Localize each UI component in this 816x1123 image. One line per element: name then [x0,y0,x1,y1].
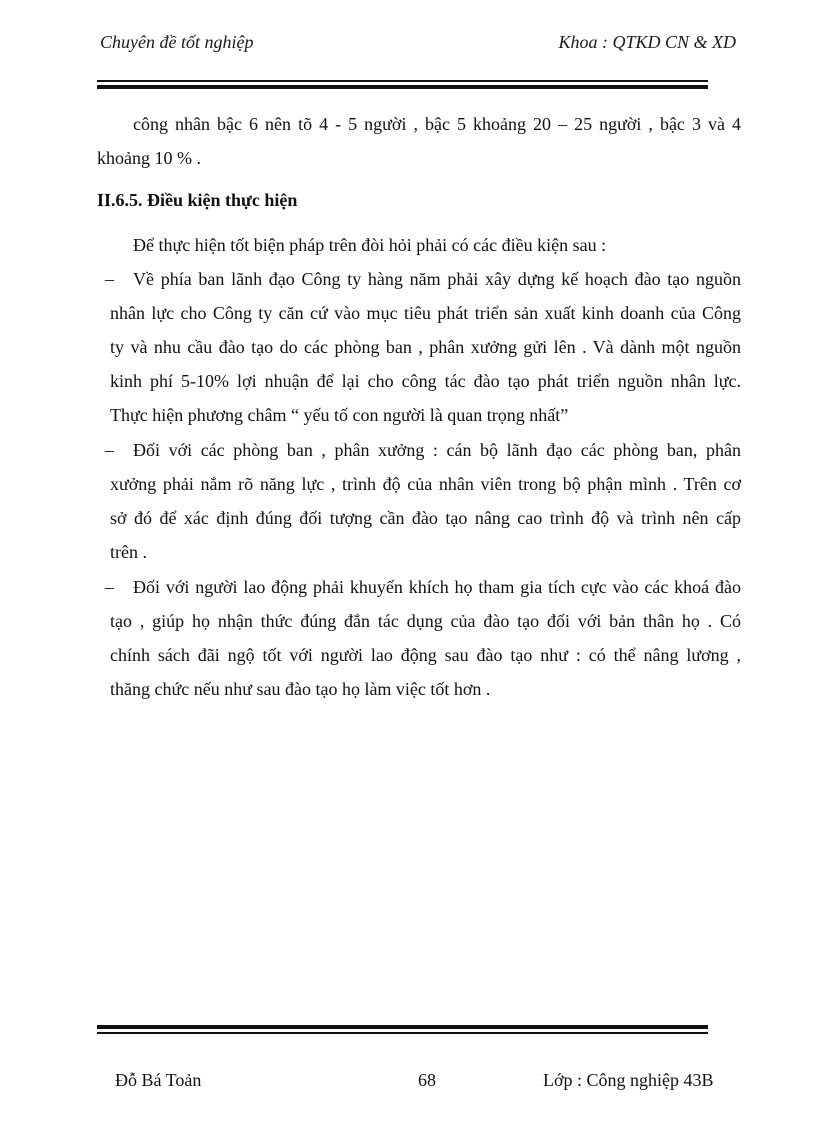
bullet-2-line-3: sở đó để xác định đúng đối tượng cần đào tạo nâng cao trình độ và trình nên cấp [110,508,741,528]
bullet-2-line-4: trên . [110,542,147,562]
header-faculty: Khoa : QTKD CN & XD [558,32,736,52]
section-lead: Để thực hiện tốt biện pháp trên đòi hỏi phải có các điều kiện sau : [133,235,607,255]
bullet-1-line-4: kinh phí 5-10% lợi nhuận để lại cho công tác đào tạo phát triển nguồn nhân lực. [110,371,741,391]
footer-rule-thin [97,1032,708,1034]
header-rule-thin [97,80,708,82]
bullet-2-line-2: xưởng phải nắm rõ năng lực , trình độ của nhân viên trong bộ phận mình . Trên cơ [110,474,741,494]
bullet-3-line-4: thăng chức nếu như sau đào tạo họ làm việc tốt hơn . [110,679,491,699]
bullet-3-dash: – [105,577,114,597]
bullet-3-line-2: tạo , giúp họ nhận thức đúng đắn tác dụng của đào tạo đối với bản thân họ . Có [110,611,741,631]
header-document-title: Chuyên đề tốt nghiệp [100,32,254,52]
footer-class: Lớp : Công nghiệp 43B [543,1070,714,1090]
bullet-1-line-2: nhân lực cho Công ty căn cứ vào mục tiêu phát triển sản xuất kinh doanh của Công [110,303,741,323]
bullet-2-line-1: Đối với các phòng ban , phân xưởng : cán bộ lãnh đạo các phòng ban, phân [133,440,741,460]
bullet-1-line-1: Về phía ban lãnh đạo Công ty hàng năm phải xây dựng kế hoạch đào tạo nguồn [133,269,741,289]
bullet-2-dash: – [105,440,114,460]
footer-author: Đỗ Bá Toản [115,1070,202,1090]
bullet-1-line-5: Thực hiện phương châm “ yếu tố con người là quan trọng nhất” [110,405,569,425]
intro-line-2: khoảng 10 % . [97,148,201,168]
footer-rule-thick [97,1025,708,1029]
bullet-3-line-1: Đối với người lao động phải khuyến khích họ tham gia tích cực vào các khoá đào [133,577,741,597]
bullet-1-dash: – [105,269,114,289]
bullet-1-line-3: ty và nhu cầu đào tạo do các phòng ban , phân xưởng gửi lên . Và dành một nguồn [110,337,741,357]
intro-line-1: công nhân bậc 6 nên tõ 4 - 5 người , bậc 5 khoảng 20 – 25 người , bậc 3 và 4 [133,114,741,134]
section-heading: II.6.5. Điều kiện thực hiện [97,190,298,210]
header-rule-thick [97,85,708,89]
footer-page-number: 68 [418,1070,436,1090]
bullet-3-line-3: chính sách đãi ngộ tốt với người lao động sau đào tạo như : có thể nâng lương , [110,645,741,665]
